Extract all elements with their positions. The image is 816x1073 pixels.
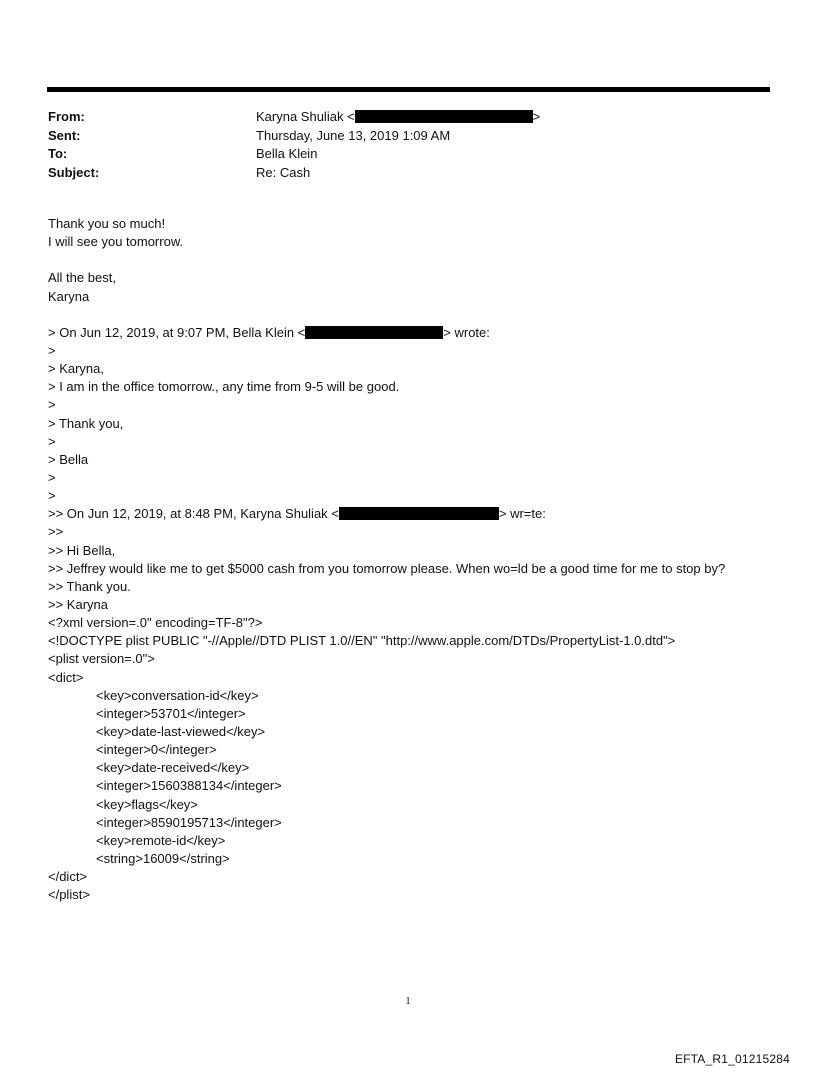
quoted-line: > — [48, 433, 56, 449]
plist-line: <key>date-last-viewed</key> — [96, 723, 266, 739]
body-line: I will see you tomorrow. — [48, 234, 184, 250]
blank-line — [48, 251, 788, 269]
blank-line — [48, 306, 788, 324]
email-body — [48, 215, 788, 904]
nested-quoted-line: >> Thank you. — [48, 578, 131, 594]
plist-line: <dict> — [48, 669, 84, 685]
plist-line: <integer>8590195713</integer> — [96, 814, 282, 830]
page-number: 1 — [405, 995, 411, 1007]
attribution-suffix: > wr=te: — [498, 506, 546, 522]
subject-label: Subject: — [48, 164, 100, 180]
plist-line: <key>conversation-id</key> — [96, 687, 259, 703]
nested-quoted-line: >> Karyna — [48, 596, 108, 612]
subject-value: Re: Cash — [256, 164, 311, 180]
from-row — [48, 108, 540, 127]
plist-line: </dict> — [48, 869, 88, 885]
redaction-box — [305, 326, 443, 339]
nested-attribution-line — [48, 505, 788, 523]
plist-line: <key>remote-id</key> — [96, 832, 226, 848]
plist-line: <string>16009</string> — [96, 850, 230, 866]
to-label: To: — [48, 146, 68, 161]
subject-row — [48, 164, 540, 183]
sent-row — [48, 127, 540, 146]
email-header — [48, 108, 540, 182]
attribution-suffix: > wrote: — [443, 324, 490, 340]
to-row — [48, 145, 540, 164]
redaction-box — [355, 110, 533, 123]
nested-quoted-line: >> Jeffrey would like me to get $5000 cash from you tomorrow please. When wo=ld be a good time for me to stop by? — [48, 560, 726, 576]
plist-line: <?xml version=.0" encoding=TF-8"?> — [48, 615, 263, 631]
quoted-line: > I am in the office tomorrow., any time from 9-5 will be good. — [48, 379, 400, 395]
nested-quoted-line: >> — [48, 524, 64, 540]
attribution-text: >> On Jun 12, 2019, at 8:48 PM, Karyna Shuliak < — [48, 506, 339, 522]
quoted-line: > — [48, 397, 56, 413]
plist-line: <integer>0</integer> — [96, 742, 217, 758]
top-rule — [47, 87, 770, 92]
from-value — [256, 108, 540, 127]
to-value: Bella Klein — [256, 146, 318, 161]
from-close: > — [532, 109, 541, 124]
from-label: From: — [48, 109, 85, 124]
sent-label: Sent: — [48, 127, 81, 143]
from-name: Karyna Shuliak < — [256, 109, 355, 124]
plist-line: <key>date-received</key> — [96, 760, 250, 776]
body-line: All the best, — [48, 270, 116, 286]
quoted-line: > Bella — [48, 451, 89, 467]
redaction-box — [339, 507, 499, 520]
bates-number: EFTA_R1_01215284 — [674, 1052, 790, 1066]
plist-line: <!DOCTYPE plist PUBLIC "-//Apple//DTD PLIST 1.0//EN" "http://www.apple.com/DTDs/PropertyList-1.0.dtd"> — [48, 633, 676, 649]
plist-line: <plist version=.0"> — [48, 651, 155, 667]
quoted-line: > — [48, 469, 56, 485]
quoted-line: > — [48, 488, 56, 504]
plist-line: <integer>1560388134</integer> — [96, 778, 282, 794]
body-line: Thank you so much! — [48, 216, 166, 231]
quoted-line: > Karyna, — [48, 361, 105, 377]
quoted-line: > Thank you, — [48, 415, 124, 431]
plist-line: <key>flags</key> — [96, 796, 198, 812]
sent-value: Thursday, June 13, 2019 1:09 AM — [256, 127, 451, 143]
plist-line: <integer>53701</integer> — [96, 705, 246, 721]
quoted-line: > — [48, 342, 56, 358]
body-line: Karyna — [48, 288, 90, 304]
quoted-attribution-line — [48, 324, 788, 342]
plist-line: </plist> — [48, 887, 90, 903]
nested-quoted-line: >> Hi Bella, — [48, 542, 116, 558]
attribution-text: > On Jun 12, 2019, at 9:07 PM, Bella Klein < — [48, 324, 306, 340]
